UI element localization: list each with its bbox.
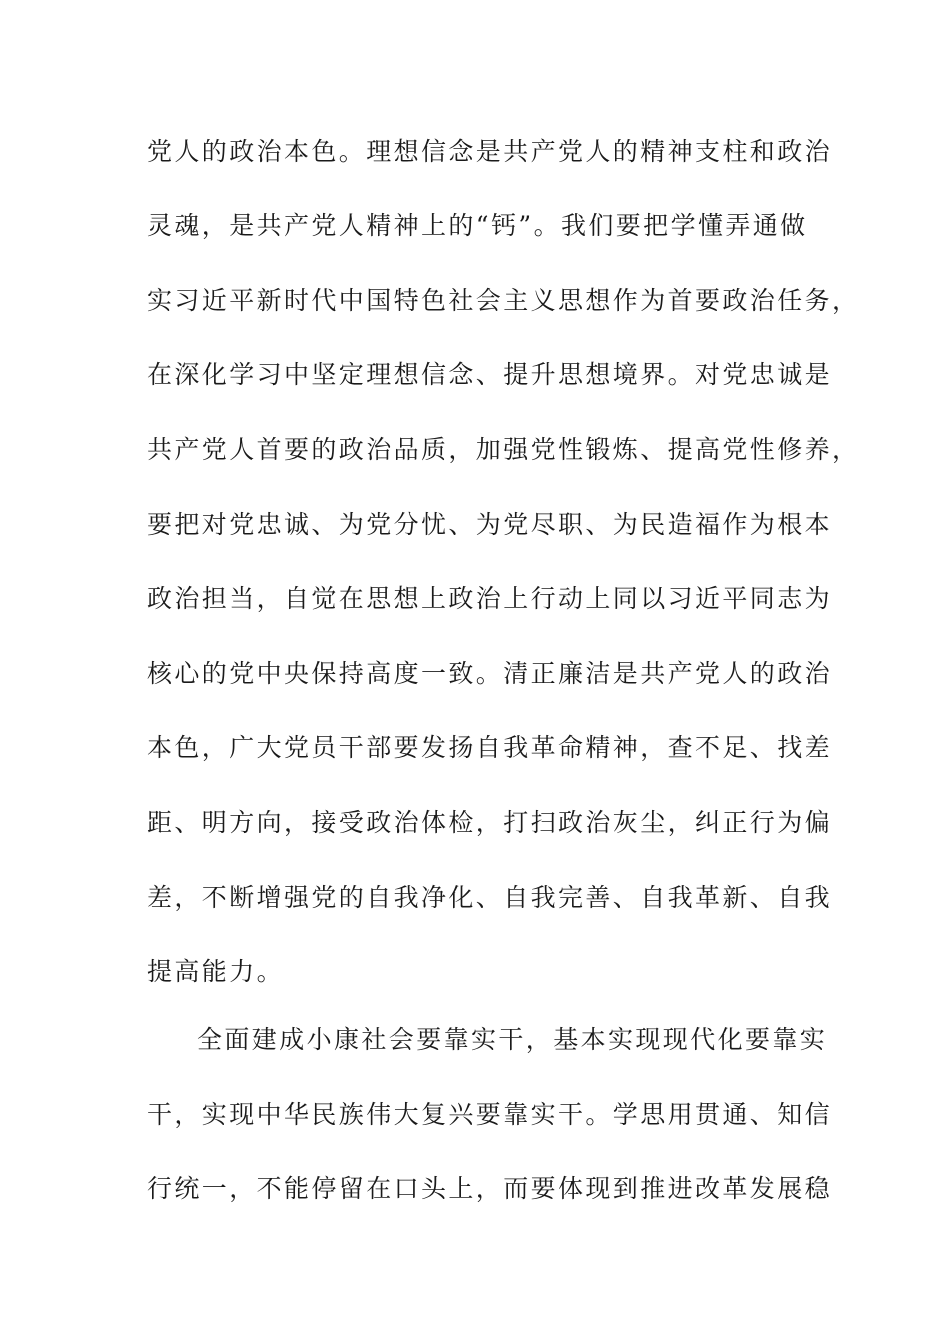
paragraph-2-line-1: 全面建成小康社会要靠实干，基本实现现代化要靠实 <box>197 1025 828 1054</box>
paragraph-2-line-2: 干，实现中华民族伟大复兴要靠实干。学思用贯通、知信 <box>147 1100 833 1129</box>
paragraph-1-line-2: 灵魂，是共产党人精神上的“钙”。我们要把学懂弄通做 <box>147 211 808 240</box>
paragraph-1-line-6: 要把对党忠诚、为党分忧、为党尽职、为民造福作为根本 <box>147 510 833 539</box>
paragraph-1-line-5: 共产党人首要的政治品质，加强党性锻炼、提高党性修养， <box>147 435 860 464</box>
paragraph-1-line-7: 政治担当，自觉在思想上政治上行动上同以习近平同志为 <box>147 584 833 613</box>
paragraph-1-line-8: 核心的党中央保持高度一致。清正廉洁是共产党人的政治 <box>147 659 833 688</box>
paragraph-1-line-1: 党人的政治本色。理想信念是共产党人的精神支柱和政治 <box>147 137 833 166</box>
paragraph-1-line-12: 提高能力。 <box>147 957 285 986</box>
paragraph-2-line-3: 行统一，不能停留在口头上，而要体现到推进改革发展稳 <box>147 1174 833 1203</box>
paragraph-1-line-9: 本色，广大党员干部要发扬自我革命精神，查不足、找差 <box>147 733 833 762</box>
paragraph-1-line-10: 距、明方向，接受政治体检，打扫政治灰尘，纠正行为偏 <box>147 808 833 837</box>
paragraph-1-line-11: 差，不断增强党的自我净化、自我完善、自我革新、自我 <box>147 883 833 912</box>
paragraph-1-line-4: 在深化学习中坚定理想信念、提升思想境界。对党忠诚是 <box>147 360 833 389</box>
paragraph-1-line-3: 实习近平新时代中国特色社会主义思想作为首要政治任务， <box>147 286 860 315</box>
